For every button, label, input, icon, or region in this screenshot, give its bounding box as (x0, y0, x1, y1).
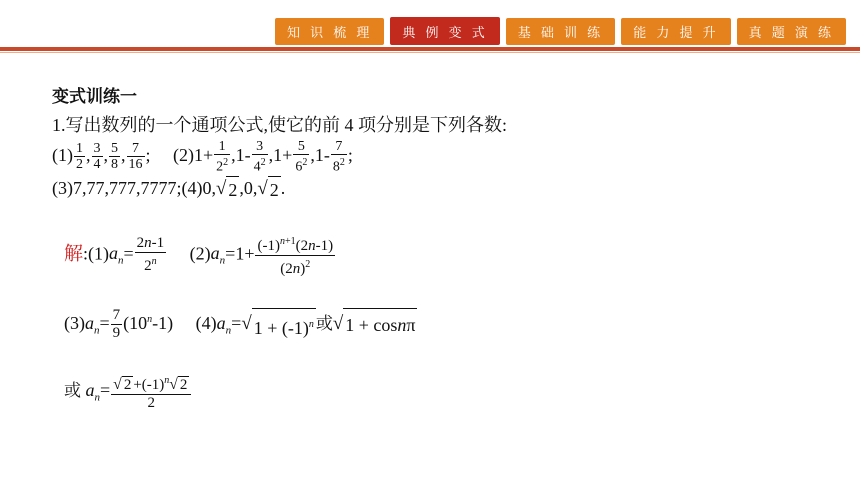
fraction-7-16: $\frac{7}{16}$ (128, 141, 143, 173)
solution-3-fraction: $\frac{7}{9}$ (112, 307, 121, 342)
main-content (52, 86, 832, 414)
fraction-3-4sq: $\frac{3}{4^2}$ (253, 139, 266, 175)
solution-4-sqrt-b: √ 1 + cosnπ (333, 308, 418, 341)
fraction-1-2: $\frac{1}{2}$ (76, 141, 83, 173)
part2-label: (2) (173, 144, 195, 165)
question-part-1-2: (1) $\frac{1}{2}$ , $\frac{3}{4}$ , $\frac{5}{8}$ , $\frac{7}{16}$ ; (2)1+ $\frac{1}{2^2}$ ,1- $\frac{3}{4^2}$ ,1+ $\frac{5}{6^2}$ ,1- $\frac{7}{8^2}$ ; (52, 139, 353, 175)
fraction-3-4: $\frac{3}{4}$ (93, 141, 101, 173)
sqrt-2b: √ 2 (257, 176, 280, 203)
tab-knowledge-review[interactable]: 知 识 梳 理 (275, 18, 384, 45)
section-nav (275, 18, 846, 45)
or-word: 或 (315, 313, 333, 334)
or-word-2: 或 (64, 381, 81, 402)
solution-4-sqrt-a: √ $1 + (-1)^n$ (241, 308, 316, 344)
header-divider (0, 47, 860, 51)
fraction-1-2sq: $\frac{1}{2^2}$ (216, 139, 229, 175)
solution-block (64, 233, 832, 414)
solution-2-fraction: $\frac{(-1)^{n+1}(2n-1)}{(2n)^2}$ (255, 233, 335, 278)
solution-row-3: 或 $a_n=$ √ 2 $+(-1)^n$ √ 2 2 (64, 372, 832, 414)
fraction-5-8: $\frac{5}{8}$ (111, 141, 118, 173)
solution-row-1: 解$:(1)a_n=$ $\frac{2n-1}{2^n}$ $(2)a_n=1+$ $\frac{(-1)^{n+1}(2n-1)}{(2n)^2}$ (64, 233, 832, 278)
header-divider-thin (0, 52, 860, 53)
tab-basic-training[interactable]: 基 础 训 练 (506, 18, 615, 45)
sqrt-2: √ 2 (216, 176, 239, 203)
tab-ability-improvement[interactable]: 能 力 提 升 (621, 18, 730, 45)
solution-1-fraction: $\frac{2n-1}{2^n}$ (136, 235, 165, 275)
solution-label: 解 (64, 242, 84, 265)
tab-real-exam-practice[interactable]: 真 题 演 练 (737, 18, 846, 45)
tab-examples-variants[interactable]: 典 例 变 式 (390, 17, 499, 45)
exercise-heading: 变式训练一 (52, 87, 137, 107)
solution-row-2: $(3)a_n=$ $\frac{7}{9}$ (10$^n$-1) $(4)a_n=$ √ $1 + (-1)^n$ 或 √ 1 + cosnπ (64, 304, 832, 347)
fraction-5-6sq: $\frac{5}{6^2}$ (295, 139, 308, 175)
question-text: 1.写出数列的一个通项公式,使它的前 4 项分别是下列各数: (52, 115, 507, 135)
solution-4-alt-fraction: √ 2 $+(-1)^n$ √ 2 2 (111, 372, 191, 412)
fraction-7-8sq: $\frac{7}{8^2}$ (332, 139, 345, 175)
part1-label: (1) (52, 144, 73, 165)
question-part-3-4: (3)7,77,777,7777;(4)0, √ 2 ,0, √ 2 . (52, 175, 832, 203)
